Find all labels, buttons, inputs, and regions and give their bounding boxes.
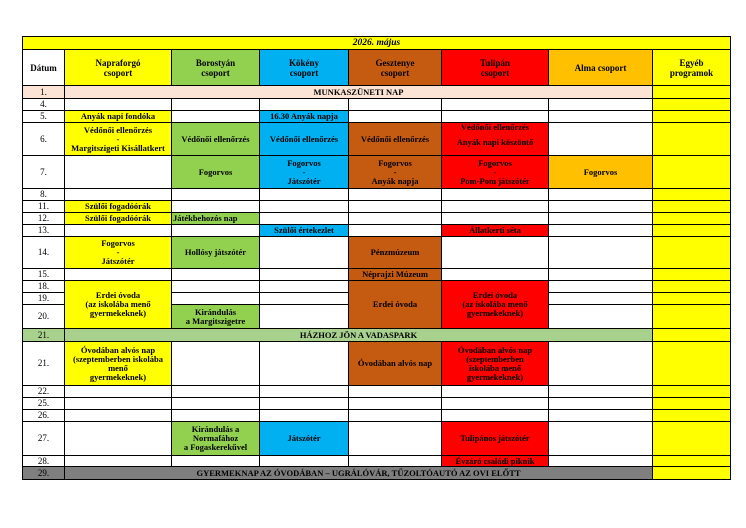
- event-cell: Fogorvos: [172, 156, 260, 189]
- date-cell: 19.: [23, 293, 65, 305]
- event-cell: Tulipános játszótér: [442, 422, 549, 456]
- date-cell: 7.: [23, 156, 65, 189]
- month-title: 2026. május: [23, 37, 731, 50]
- event-cell: Erdei óvoda (az iskolába menő gyermekeknek): [442, 281, 549, 329]
- header-borostyan: Borostyán csoport: [172, 50, 260, 86]
- date-cell: 18.: [23, 281, 65, 293]
- event-cell: Fogorvos - Pom-Pom játszótér: [442, 156, 549, 189]
- header-tulipan: Tulipán csoport: [442, 50, 549, 86]
- date-cell: 5.: [23, 111, 65, 123]
- event-cell: Anyák napi fondóka: [65, 111, 172, 123]
- date-cell: 25.: [23, 398, 65, 410]
- date-cell: 1.: [23, 86, 65, 99]
- event-cell: 16.30 Anyák napja: [260, 111, 349, 123]
- table-row: [23, 269, 731, 281]
- event-cell: Kirándulás a Normafához a Fogaskerekűvel: [172, 422, 260, 456]
- event-cell: Fogorvos - Játszótér: [65, 237, 172, 269]
- header-date: Dátum: [23, 50, 65, 86]
- event-cell: Szülői fogadóórák: [65, 213, 172, 225]
- event-cell: Védőnői ellenőrzés - Margitszigeti Kisállatkert: [65, 123, 172, 156]
- table-row: [23, 329, 731, 342]
- table-row: [23, 189, 731, 201]
- event-cell: Néprajzi Múzeum: [349, 269, 442, 281]
- event-cell: Pénzmúzeum: [349, 237, 442, 269]
- table-row: [23, 467, 731, 480]
- event-cell: Erdei óvoda: [349, 281, 442, 329]
- event-cell: Védőnői ellenőrzés: [260, 123, 349, 156]
- event-cell: Évzáró családi piknik: [442, 456, 549, 467]
- table-row: [23, 225, 731, 237]
- date-cell: 13.: [23, 225, 65, 237]
- event-cell: Óvodában alvós nap: [349, 342, 442, 386]
- date-cell: 4.: [23, 99, 65, 111]
- event-cell: Játékbehozós nap: [172, 213, 260, 225]
- table-row: [23, 213, 731, 225]
- event-cell: Szülői fogadóórák: [65, 201, 172, 213]
- event-cell: Kirándulás a Margitszigetre: [172, 305, 260, 329]
- event-cell: Óvodában alvós nap (szeptemberben iskolába menő gyermekeknek): [65, 342, 172, 386]
- header-egyeb: Egyéb programok: [653, 50, 731, 86]
- event-cell: Játszótér: [260, 422, 349, 456]
- table-row: [23, 156, 731, 189]
- date-cell: 28.: [23, 456, 65, 467]
- table-row: [23, 398, 731, 410]
- date-cell: 26.: [23, 410, 65, 422]
- event-cell: Fogorvos - Anyák napja: [349, 156, 442, 189]
- event-cell: Védőnői ellenőrzés Anyák napi köszöntő: [442, 123, 549, 156]
- date-cell: 22.: [23, 386, 65, 398]
- date-cell: 11.: [23, 201, 65, 213]
- table-row: [23, 237, 731, 269]
- header-gesztenye: Gesztenye csoport: [349, 50, 442, 86]
- table-row: [23, 111, 731, 123]
- date-cell: 6.: [23, 123, 65, 156]
- schedule-table: [22, 36, 731, 480]
- event-cell: Állatkerti séta: [442, 225, 549, 237]
- date-cell: 27.: [23, 422, 65, 456]
- event-cell: Szülői értekezlet: [260, 225, 349, 237]
- table-row: [23, 123, 731, 156]
- gyereknap-banner: GYERMEKNAP AZ ÓVODÁBAN – UGRÁLÓVÁR, TŰZOLTÓAUTÓ AZ OVI ELŐTT: [65, 467, 653, 480]
- date-cell: 21.: [23, 342, 65, 386]
- table-row: [23, 456, 731, 467]
- table-row: [23, 410, 731, 422]
- header-alma: Alma csoport: [549, 50, 653, 86]
- event-cell: Védőnői ellenőrzés: [172, 123, 260, 156]
- date-cell: 14.: [23, 237, 65, 269]
- vadaspark-banner: HÁZHOZ JÖN A VADASPARK: [65, 329, 653, 342]
- holiday-banner: MUNKASZÜNETI NAP: [65, 86, 653, 99]
- date-cell: 8.: [23, 189, 65, 201]
- table-row: [23, 99, 731, 111]
- event-cell: Erdei óvoda (az iskolába menő gyermekeknek): [65, 281, 172, 329]
- header-kokeny: Kökény csoport: [260, 50, 349, 86]
- table-row: [23, 386, 731, 398]
- table-row: [23, 342, 731, 386]
- table-row: [23, 86, 731, 99]
- date-cell: 21.: [23, 329, 65, 342]
- date-cell: 20.: [23, 305, 65, 329]
- table-row: [23, 422, 731, 456]
- header-napraforgo: Napraforgó csoport: [65, 50, 172, 86]
- table-row: [23, 281, 731, 293]
- date-cell: 15.: [23, 269, 65, 281]
- event-cell: Hollósy játszótér: [172, 237, 260, 269]
- event-cell: Védőnői ellenőrzés: [349, 123, 442, 156]
- date-cell: 12.: [23, 213, 65, 225]
- date-cell: 29.: [23, 467, 65, 480]
- event-cell: Fogorvos: [549, 156, 653, 189]
- table-row: [23, 201, 731, 213]
- event-cell: Óvodában alvós nap (szeptemberben iskolába menő gyermekeknek): [442, 342, 549, 386]
- event-cell: Fogorvos - Játszótér: [260, 156, 349, 189]
